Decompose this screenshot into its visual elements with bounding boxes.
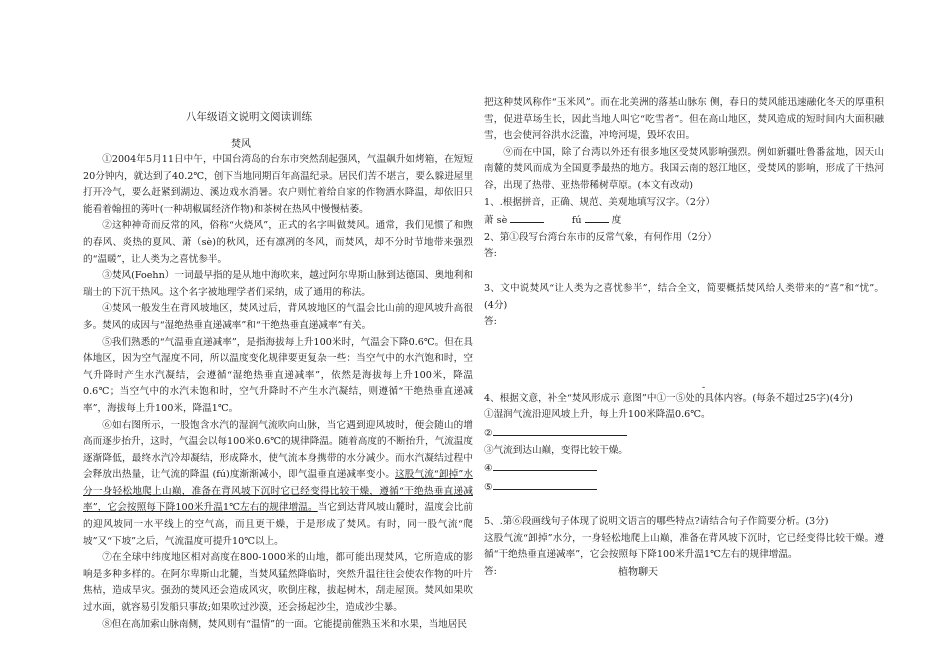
- answer-blank-item-5[interactable]: [493, 478, 597, 490]
- answer-blank-item-2[interactable]: [493, 424, 627, 436]
- question-1-fill: [484, 211, 884, 230]
- article-title: 焚风: [231, 139, 251, 150]
- paragraph-6-tail: 当它到达背风坡山麓时，温度会比前的迎风坡同一水平线上的空气高，而且更干燥，于是形成了焚风。有时，同一股气流“爬坡”又“下坡”之后，气流温度可提升10℃以上。: [83, 502, 473, 547]
- paragraph-3: ③焚风(Foehn）一词最早指的是从地中海吹来，越过阿尔卑斯山脉到达德国、奥地利和瑞士的下沉干热风。这个名字被地理学者们采纳，成了通用的称法。: [83, 270, 473, 298]
- q4-item-3: ③气流到达山巅，变得比较干燥。: [484, 444, 628, 456]
- underlined-sentence: 这股气流“卸掉”水分一身轻松地爬上山巅，准备在背风坡下沉时它已经变得比较干燥，遵循“干绝热垂直递减率”，它会按照每下降100米升温1℃左右的规律增温。: [83, 469, 474, 514]
- paragraph-6: [83, 418, 473, 551]
- paragraph-5: ⑤我们熟悉的“气温垂直递减率”，是指海拔每上升100米时，气温会下降0.6℃。但在具体地区，因为空气湿度不同，所以温度变化规律要更复杂一些：当空气中的水汽饱和时，空气升降时产生水汽凝结，会遵循“湿绝热垂直递减率”，依然是海拔每上升100米，降温0.6℃；当空气中的水汽未饱和时，空气升降时不产生水汽凝结，则遵循“干绝热垂直递减率”，海拔每上升100米，降温1℃。: [83, 336, 473, 414]
- paragraph-1: ①2004年5月11日中午，中国台湾岛的台东市突然刮起强风，气温飙升如烤箱，在短短20分钟内，就达到了40.2℃，创下当地同期百年高温纪录。居民们苦不堪言，要么躲进屋里打开冷气，要么赶紧到湖边、溪边戏水消暑。农户则忙着给自家的作物洒水降温，却依旧只能看着翰扭的莠叶(一种胡椒属经济作物)和茶树在热风中慢慢枯萎。: [83, 154, 473, 215]
- question-3: 3、文中说焚风“让人类为之喜忧参半”，结合全文，简要概括焚风给人类带来的“喜”和“忧”。(4分): [484, 282, 884, 311]
- paragraph-8: ⑧但在高加索山脉南侧，焚风则有“温情”的一面。它能提前催熟玉米和水果，当地居民: [102, 618, 467, 630]
- answer-label-3: 答:: [484, 316, 497, 328]
- paragraph-8-continued: 把这种焚风称作“玉米风”。而在北美洲的落基山脉东 侧，春日的焚风能迅速融化冬天的厚重积雪，促进草场生长，因此当地人叫它“吃雪者”。但在高山地区，焚风造成的短时间内大面积融雪，也会使河谷洪水泛滥，冲垮河堤，毁坏农田。: [484, 97, 884, 142]
- answer-blank-1[interactable]: [510, 211, 544, 223]
- answer-label-2: 答:: [484, 248, 497, 260]
- next-article-title: 植物聊天: [618, 567, 658, 578]
- paragraph-9: ⑨而在中国，除了台湾以外还有很多地区受焚风影响强烈。例如新疆吐鲁番盆地，因天山南麓的焚风而成为全国夏季最热的地方。我国云南的怒江地区，受焚风的影响，形成了干热河谷，出现了热带、亚热带稀树草原。(本文有改动): [484, 146, 884, 191]
- questions-section: [484, 95, 884, 581]
- fill-label-du: 度: [611, 215, 622, 227]
- paragraph-7: ⑦在全球中纬度地区相对高度在800-1000米的山地，都可能出现焚风，它所造成的影响是多种多样的。在阿尔卑斯山北麓，当焚风猛然降临时，突然升温往往会使农作物的叶片焦枯，造成旱灾。强劲的焚风还会造成风灾，吹倒庄稼，拔起树木，刮走屋顶。焚风如果吹过水面，就容易引发船只事故;如果吹过沙漠，还会扬起沙尘，造成沙尘暴。: [83, 552, 473, 614]
- question-5-quote: 这股气流“卸掉”水分，一身轻松地爬上山巅，准备在背风坡下沉时，它已经变得比较干燥。遵循“干绝热垂直递减率”，它会按照每下降100米升温1℃左右的规律增温。: [484, 532, 884, 561]
- question-2: 2、第①段写台湾台东市的反常气象，有何作用（2分）: [484, 231, 717, 243]
- question-4: 4、根据文意，补全“焚风形成示 意图”中①一⑤处的具体内容。(每条不超过25字)(4分): [484, 392, 853, 404]
- q4-item-5-label: ⑤: [484, 481, 493, 493]
- stray-dash: -: [702, 382, 706, 393]
- question-5: 5、.第⑥段画线句子体现了说明文语言的哪些特点?请结合句子作简要分析。(3分): [484, 516, 829, 528]
- q4-item-1: ①湿润气流沿迎风坡上升，每上升100米降温0.6℃。: [484, 409, 711, 421]
- paragraph-2: ②这种神奇而反常的风，俗称“火烧风”，正式的名字叫做焚风。通常，我们见惯了和煦的春风、炎热的夏风、萧（sè)的秋风，还有凛冽的冬风，而焚风，却不分时节地带来强烈的“温暖”，让人类为之喜忧参半。: [83, 220, 473, 265]
- article-body: [83, 152, 473, 633]
- fill-label-se: 萧 sè: [484, 215, 508, 227]
- answer-label-5: 答:: [484, 566, 497, 578]
- fill-label-fu: fú: [571, 215, 582, 227]
- q4-item-4: [484, 459, 884, 478]
- paragraph-4: ④焚风一般发生在背风坡地区，焚风过后，背风坡地区的气温会比山前的迎风坡升高很多。焚风的成因与“湿绝热垂直递减率”和“干绝热垂直递减率”有关。: [83, 303, 473, 331]
- answer-blank-2[interactable]: [585, 211, 609, 223]
- q4-item-5: [484, 478, 884, 497]
- q4-item-4-label: ④: [484, 463, 493, 475]
- answer-blank-item-4[interactable]: [493, 459, 597, 471]
- question-1: 1、.根据拼音，正确、规范、美观地填写汉字。（2分）: [484, 196, 716, 208]
- q4-item-2: [484, 424, 884, 443]
- paragraph-6-text: ⑥如右图所示，一股饱含水汽的湿润气流吹向山脉，当它遇到迎风坡时，便会随山的增高而逐步抬升，这时，气温会以每100米0.6℃的规律降温。随着高度的不断抬升，气流温度逐渐降低，最终水汽冷却凝结，形成降水，使气流本身携带的水分减少。而水汽凝结过程中会释放出热量，让气流的降温 (fú)度渐渐减小，即气温垂直递减率变小。: [83, 419, 473, 481]
- page-title: 八年级语文说明文阅读训练: [186, 111, 312, 123]
- q4-item-2-label: ②: [484, 427, 493, 439]
